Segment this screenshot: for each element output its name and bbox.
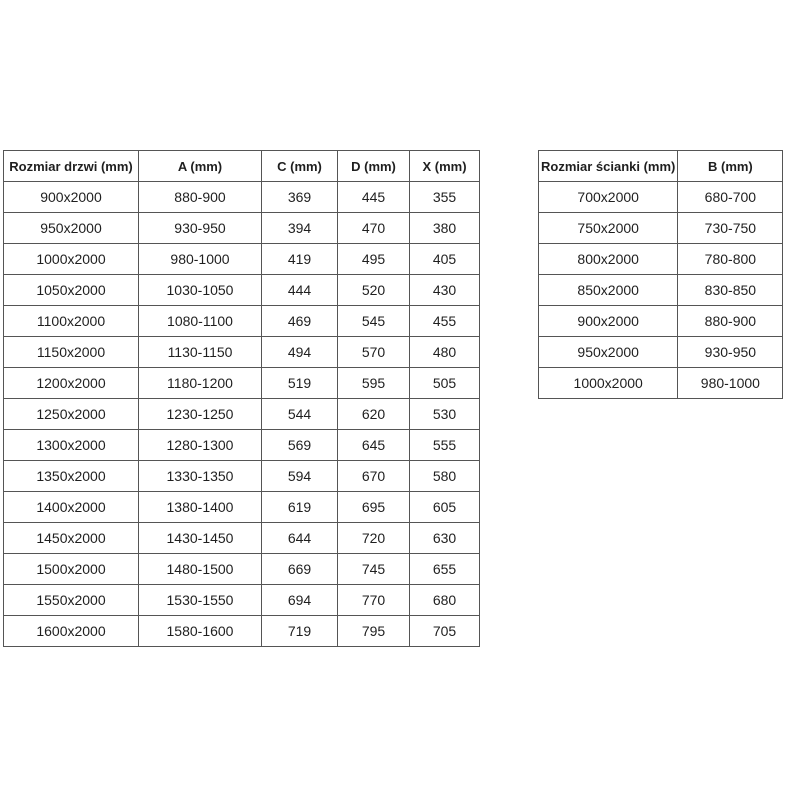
column-header: A (mm) [139,151,262,182]
table-cell: 469 [262,306,338,337]
table-cell: 719 [262,616,338,647]
table-row [539,244,783,275]
table-cell: 545 [338,306,410,337]
table-cell: 1330-1350 [139,461,262,492]
table-cell: 594 [262,461,338,492]
table-row [539,213,783,244]
table-cell: 930-950 [678,337,783,368]
table-cell: 445 [338,182,410,213]
table-cell: 900x2000 [4,182,139,213]
table-row [4,461,480,492]
table-cell: 930-950 [139,213,262,244]
table-cell: 1300x2000 [4,430,139,461]
table-cell: 369 [262,182,338,213]
table-row [4,213,480,244]
table-cell: 900x2000 [539,306,678,337]
table-row [539,337,783,368]
table-row [539,275,783,306]
table-cell: 1280-1300 [139,430,262,461]
table-cell: 680 [410,585,480,616]
table-cell: 580 [410,461,480,492]
header-row [539,151,783,182]
table-cell: 1250x2000 [4,399,139,430]
table-cell: 1450x2000 [4,523,139,554]
table-cell: 670 [338,461,410,492]
table-cell: 730-750 [678,213,783,244]
table-cell: 880-900 [678,306,783,337]
table-cell: 655 [410,554,480,585]
table-cell: 644 [262,523,338,554]
table-row [539,182,783,213]
table-row [4,368,480,399]
table-cell: 680-700 [678,182,783,213]
table-cell: 694 [262,585,338,616]
table-cell: 1000x2000 [539,368,678,399]
table-cell: 1130-1150 [139,337,262,368]
table-cell: 620 [338,399,410,430]
table-cell: 750x2000 [539,213,678,244]
table-cell: 455 [410,306,480,337]
table-cell: 695 [338,492,410,523]
table-cell: 530 [410,399,480,430]
table-cell: 1230-1250 [139,399,262,430]
column-header: Rozmiar ścianki (mm) [539,151,678,182]
table-row [4,275,480,306]
table-cell: 1480-1500 [139,554,262,585]
table-cell: 880-900 [139,182,262,213]
table-cell: 555 [410,430,480,461]
table-cell: 1080-1100 [139,306,262,337]
table-row [4,554,480,585]
table-cell: 700x2000 [539,182,678,213]
table-row [4,616,480,647]
table-cell: 705 [410,616,480,647]
table-cell: 669 [262,554,338,585]
table-row [4,244,480,275]
table-row [4,492,480,523]
wall-sizes-table [538,150,783,399]
table-row [539,306,783,337]
table-cell: 1200x2000 [4,368,139,399]
table-cell: 980-1000 [678,368,783,399]
column-header: B (mm) [678,151,783,182]
table-cell: 605 [410,492,480,523]
table-cell: 1550x2000 [4,585,139,616]
table-cell: 950x2000 [539,337,678,368]
table-cell: 1400x2000 [4,492,139,523]
table-cell: 1430-1450 [139,523,262,554]
table-cell: 630 [410,523,480,554]
table-cell: 1100x2000 [4,306,139,337]
table-cell: 830-850 [678,275,783,306]
table-cell: 380 [410,213,480,244]
table-cell: 1580-1600 [139,616,262,647]
table-cell: 780-800 [678,244,783,275]
table-row [4,182,480,213]
table-cell: 405 [410,244,480,275]
table-row [4,399,480,430]
table-cell: 1530-1550 [139,585,262,616]
door-sizes-table [3,150,480,647]
table-cell: 444 [262,275,338,306]
column-header: X (mm) [410,151,480,182]
table-cell: 1180-1200 [139,368,262,399]
table-cell: 770 [338,585,410,616]
table-cell: 494 [262,337,338,368]
table-cell: 1350x2000 [4,461,139,492]
table-row [4,585,480,616]
table-cell: 795 [338,616,410,647]
column-header: C (mm) [262,151,338,182]
table-row [4,306,480,337]
table-cell: 800x2000 [539,244,678,275]
column-header: Rozmiar drzwi (mm) [4,151,139,182]
table-cell: 1380-1400 [139,492,262,523]
table-cell: 720 [338,523,410,554]
door-sizes-table-container [3,150,480,647]
table-cell: 430 [410,275,480,306]
table-cell: 470 [338,213,410,244]
table-cell: 745 [338,554,410,585]
wall-sizes-table-container [538,150,783,399]
table-cell: 505 [410,368,480,399]
table-cell: 355 [410,182,480,213]
table-cell: 1600x2000 [4,616,139,647]
table-cell: 1030-1050 [139,275,262,306]
table-cell: 619 [262,492,338,523]
table-cell: 1150x2000 [4,337,139,368]
header-row [4,151,480,182]
table-cell: 1050x2000 [4,275,139,306]
table-cell: 495 [338,244,410,275]
table-row [539,368,783,399]
table-cell: 1500x2000 [4,554,139,585]
table-cell: 520 [338,275,410,306]
table-cell: 569 [262,430,338,461]
table-cell: 419 [262,244,338,275]
table-cell: 595 [338,368,410,399]
table-cell: 1000x2000 [4,244,139,275]
table-row [4,337,480,368]
table-cell: 850x2000 [539,275,678,306]
table-row [4,523,480,554]
table-cell: 950x2000 [4,213,139,244]
table-cell: 519 [262,368,338,399]
table-cell: 980-1000 [139,244,262,275]
table-cell: 544 [262,399,338,430]
table-cell: 394 [262,213,338,244]
table-cell: 570 [338,337,410,368]
table-row [4,430,480,461]
column-header: D (mm) [338,151,410,182]
table-cell: 645 [338,430,410,461]
table-cell: 480 [410,337,480,368]
